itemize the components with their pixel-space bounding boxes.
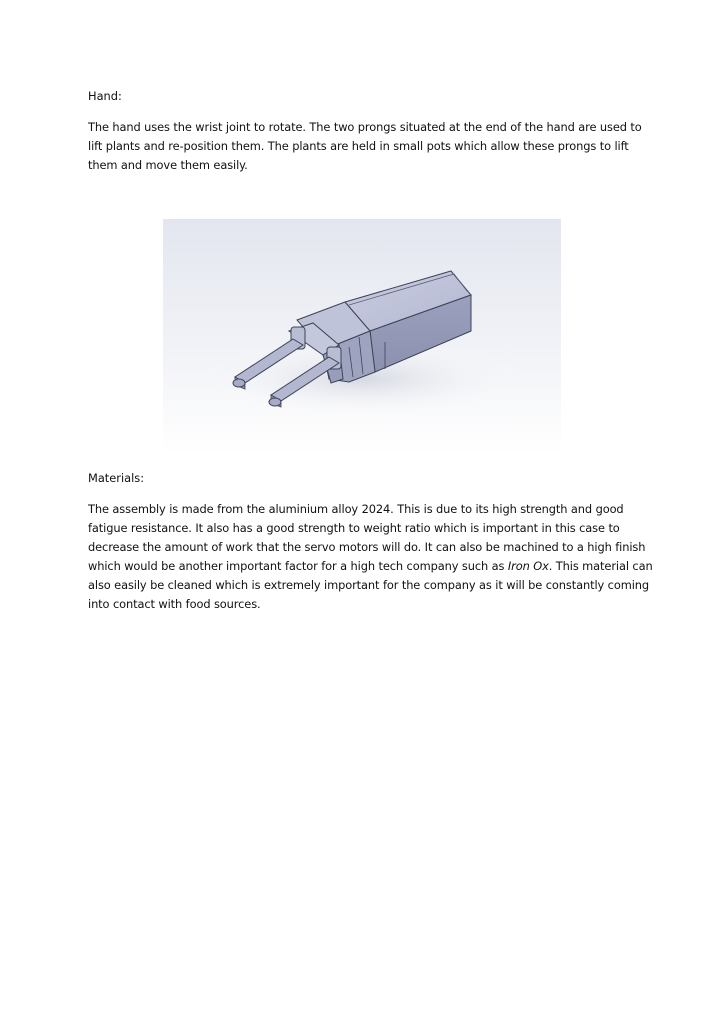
materials-line4-before: which would be another important factor for a high tech company such as xyxy=(88,559,508,573)
hand-cad-render xyxy=(163,219,561,455)
materials-paragraph xyxy=(88,500,653,614)
materials-paragraph-line xyxy=(88,557,653,576)
hand-heading: Hand: xyxy=(88,89,122,103)
hand-paragraph-line: The hand uses the wrist joint to rotate. The two prongs situated at the end of the hand are used to xyxy=(88,120,642,134)
upper-prong-tip xyxy=(233,379,245,387)
materials-paragraph-line: into contact with food sources. xyxy=(88,597,261,611)
materials-paragraph-line: also easily be cleaned which is extremely important for the company as it will be constantly coming xyxy=(88,578,650,592)
hand-paragraph-line: lift plants and re-position them. The plants are held in small pots which allow these prongs to lift xyxy=(88,139,629,153)
materials-heading: Materials: xyxy=(88,471,145,485)
materials-paragraph-line: decrease the amount of work that the servo motors will do. It can also be machined to a high finish xyxy=(88,540,646,554)
lower-prong-tip xyxy=(269,398,281,406)
materials-line4-after: . This material can xyxy=(548,559,653,573)
company-name-italic: Iron Ox xyxy=(507,559,549,573)
materials-paragraph-line: The assembly is made from the aluminium alloy 2024. This is due to its high strength and good xyxy=(88,502,624,516)
hand-paragraph xyxy=(88,118,640,175)
hand-paragraph-line: them and move them easily. xyxy=(88,158,248,172)
materials-paragraph-line: fatigue resistance. It also has a good strength to weight ratio which is important in this case to xyxy=(88,521,620,535)
hand-cad-render-image xyxy=(163,219,561,455)
